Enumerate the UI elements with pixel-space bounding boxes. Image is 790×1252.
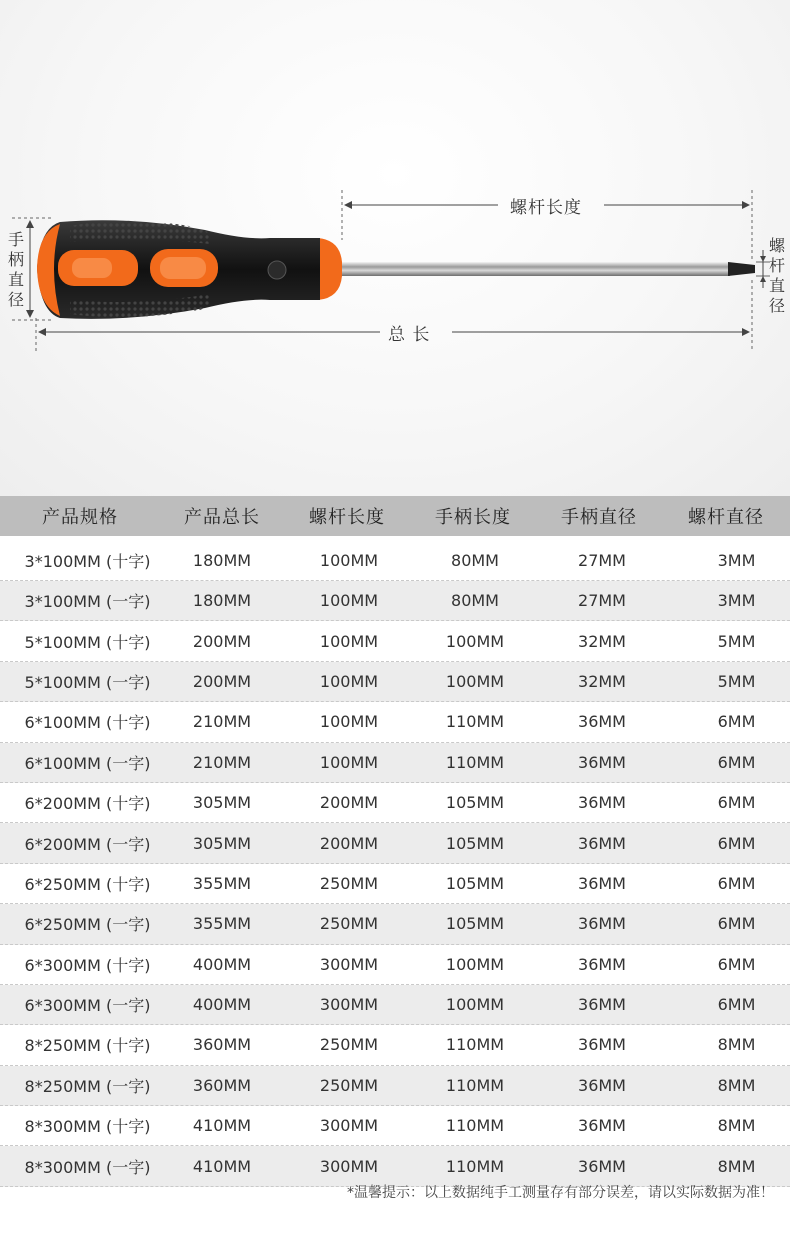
cell-shaft-diameter: 5MM [717, 671, 756, 691]
cell-total-length: 410MM [192, 1156, 252, 1176]
cell-shaft-diameter: 6MM [717, 712, 756, 732]
cell-handle-diameter: 36MM [578, 873, 626, 893]
table-row [0, 743, 790, 783]
cell-spec: 6*200MM (十字) [24, 794, 151, 814]
cell-handle-diameter: 32MM [578, 671, 626, 691]
cell-total-length: 410MM [192, 1116, 252, 1136]
cell-total-length: 210MM [192, 712, 252, 732]
product-image-area [0, 0, 790, 496]
cell-handle-diameter: 36MM [578, 1116, 626, 1136]
spec-table-body [0, 536, 790, 1187]
cell-shaft-length: 300MM [319, 954, 379, 974]
cell-handle-diameter: 36MM [578, 752, 626, 772]
cell-spec: 5*100MM (一字) [24, 672, 151, 692]
table-row [0, 662, 790, 702]
shaft-diameter-label: 螺杆直径 [768, 236, 785, 315]
shaft [338, 262, 730, 276]
cell-total-length: 210MM [192, 752, 252, 772]
flat-tip [728, 262, 755, 276]
cell-shaft-diameter: 3MM [717, 591, 756, 611]
table-row [0, 540, 790, 581]
cell-handle-diameter: 27MM [578, 591, 626, 611]
cell-shaft-diameter: 8MM [717, 1035, 756, 1055]
cell-handle-length: 110MM [445, 712, 505, 732]
total-length-label: 总 长 [388, 325, 431, 345]
cell-total-length: 180MM [192, 550, 252, 570]
cell-handle-length: 105MM [445, 793, 505, 813]
table-row [0, 823, 790, 863]
cell-shaft-length: 100MM [319, 631, 379, 651]
cell-handle-length: 100MM [445, 671, 505, 691]
cell-shaft-diameter: 8MM [717, 1156, 756, 1176]
cell-total-length: 305MM [192, 833, 252, 853]
header-handle-length: 手柄长度 [435, 507, 511, 528]
cell-shaft-length: 250MM [319, 1035, 379, 1055]
cell-handle-length: 110MM [445, 1156, 505, 1176]
cell-total-length: 400MM [192, 995, 252, 1015]
cell-handle-diameter: 36MM [578, 954, 626, 974]
header-total-length: 产品总长 [184, 507, 260, 528]
cell-shaft-diameter: 6MM [717, 995, 756, 1015]
cell-shaft-length: 100MM [319, 712, 379, 732]
cell-spec: 6*100MM (十字) [24, 713, 151, 733]
table-row [0, 621, 790, 661]
cell-handle-length: 110MM [445, 1075, 505, 1095]
cell-handle-length: 80MM [451, 550, 499, 570]
table-row [0, 702, 790, 742]
cell-handle-diameter: 36MM [578, 1075, 626, 1095]
cell-handle-length: 80MM [451, 591, 499, 611]
cell-handle-diameter: 32MM [578, 631, 626, 651]
handle-diameter-label: 手柄直径 [7, 230, 24, 309]
cell-shaft-length: 250MM [319, 873, 379, 893]
cell-total-length: 180MM [192, 591, 252, 611]
cell-spec: 8*300MM (十字) [24, 1117, 151, 1137]
cell-shaft-diameter: 6MM [717, 833, 756, 853]
header-shaft-length: 螺杆长度 [309, 507, 385, 528]
header-handle-diameter: 手柄直径 [561, 507, 637, 528]
header-shaft-diameter: 螺杆直径 [688, 507, 764, 528]
table-row [0, 1106, 790, 1146]
cell-shaft-length: 300MM [319, 1116, 379, 1136]
cell-handle-length: 105MM [445, 873, 505, 893]
cell-spec: 8*250MM (十字) [24, 1036, 151, 1056]
cell-handle-length: 100MM [445, 995, 505, 1015]
table-row [0, 581, 790, 621]
cell-shaft-diameter: 6MM [717, 954, 756, 974]
table-row [0, 1066, 790, 1106]
cell-total-length: 200MM [192, 671, 252, 691]
cell-shaft-length: 300MM [319, 1156, 379, 1176]
ferrule [318, 238, 342, 300]
cell-spec: 6*300MM (一字) [24, 996, 151, 1016]
cell-total-length: 355MM [192, 873, 252, 893]
cell-handle-diameter: 36MM [578, 833, 626, 853]
cell-handle-length: 110MM [445, 1035, 505, 1055]
table-row [0, 783, 790, 823]
shaft-length-label: 螺杆长度 [510, 198, 582, 218]
cell-handle-diameter: 36MM [578, 914, 626, 934]
cell-handle-diameter: 36MM [578, 712, 626, 732]
table-row [0, 864, 790, 904]
cell-handle-length: 100MM [445, 631, 505, 651]
cell-shaft-length: 200MM [319, 833, 379, 853]
header-spec: 产品规格 [42, 507, 118, 528]
cell-total-length: 305MM [192, 793, 252, 813]
cell-shaft-length: 200MM [319, 793, 379, 813]
cell-handle-length: 110MM [445, 1116, 505, 1136]
cell-spec: 6*300MM (十字) [24, 955, 151, 975]
cell-shaft-length: 100MM [319, 752, 379, 772]
cell-handle-diameter: 36MM [578, 1035, 626, 1055]
cell-shaft-diameter: 8MM [717, 1075, 756, 1095]
table-row [0, 945, 790, 985]
cell-shaft-diameter: 6MM [717, 793, 756, 813]
cell-total-length: 360MM [192, 1035, 252, 1055]
cell-handle-diameter: 36MM [578, 1156, 626, 1176]
cell-spec: 5*100MM (十字) [24, 632, 151, 652]
screwdriver-diagram [0, 0, 790, 496]
cell-shaft-length: 100MM [319, 591, 379, 611]
cell-handle-diameter: 36MM [578, 995, 626, 1015]
cell-shaft-length: 100MM [319, 550, 379, 570]
cell-shaft-length: 250MM [319, 914, 379, 934]
cell-shaft-diameter: 6MM [717, 914, 756, 934]
cell-handle-diameter: 36MM [578, 793, 626, 813]
cell-shaft-length: 300MM [319, 995, 379, 1015]
cell-spec: 6*100MM (一字) [24, 753, 151, 773]
cell-shaft-length: 250MM [319, 1075, 379, 1095]
cell-handle-diameter: 27MM [578, 550, 626, 570]
cell-handle-length: 105MM [445, 914, 505, 934]
cell-shaft-diameter: 6MM [717, 752, 756, 772]
cell-spec: 6*250MM (十字) [24, 874, 151, 894]
cell-spec: 3*100MM (一字) [24, 592, 151, 612]
cell-shaft-diameter: 6MM [717, 873, 756, 893]
table-row [0, 1146, 790, 1186]
table-row [0, 985, 790, 1025]
cell-spec: 8*250MM (一字) [24, 1076, 151, 1096]
cell-shaft-diameter: 8MM [717, 1116, 756, 1136]
spec-table-header [0, 496, 790, 536]
cell-spec: 8*300MM (一字) [24, 1157, 151, 1177]
cell-total-length: 400MM [192, 954, 252, 974]
measurement-note: *温馨提示：以上数据纯手工测量存有部分误差，请以实际数据为准！ [347, 1185, 774, 1201]
cell-spec: 6*200MM (一字) [24, 834, 151, 854]
cell-handle-length: 105MM [445, 833, 505, 853]
cell-shaft-diameter: 3MM [717, 550, 756, 570]
cell-total-length: 355MM [192, 914, 252, 934]
cell-shaft-length: 100MM [319, 671, 379, 691]
table-row [0, 904, 790, 944]
table-row [0, 1025, 790, 1065]
spec-table [0, 496, 790, 1187]
cell-shaft-diameter: 5MM [717, 631, 756, 651]
cell-handle-length: 110MM [445, 752, 505, 772]
hang-hole [268, 261, 286, 279]
cell-spec: 3*100MM (十字) [24, 551, 151, 571]
cell-total-length: 360MM [192, 1075, 252, 1095]
cell-handle-length: 100MM [445, 954, 505, 974]
cell-total-length: 200MM [192, 631, 252, 651]
cell-spec: 6*250MM (一字) [24, 915, 151, 935]
